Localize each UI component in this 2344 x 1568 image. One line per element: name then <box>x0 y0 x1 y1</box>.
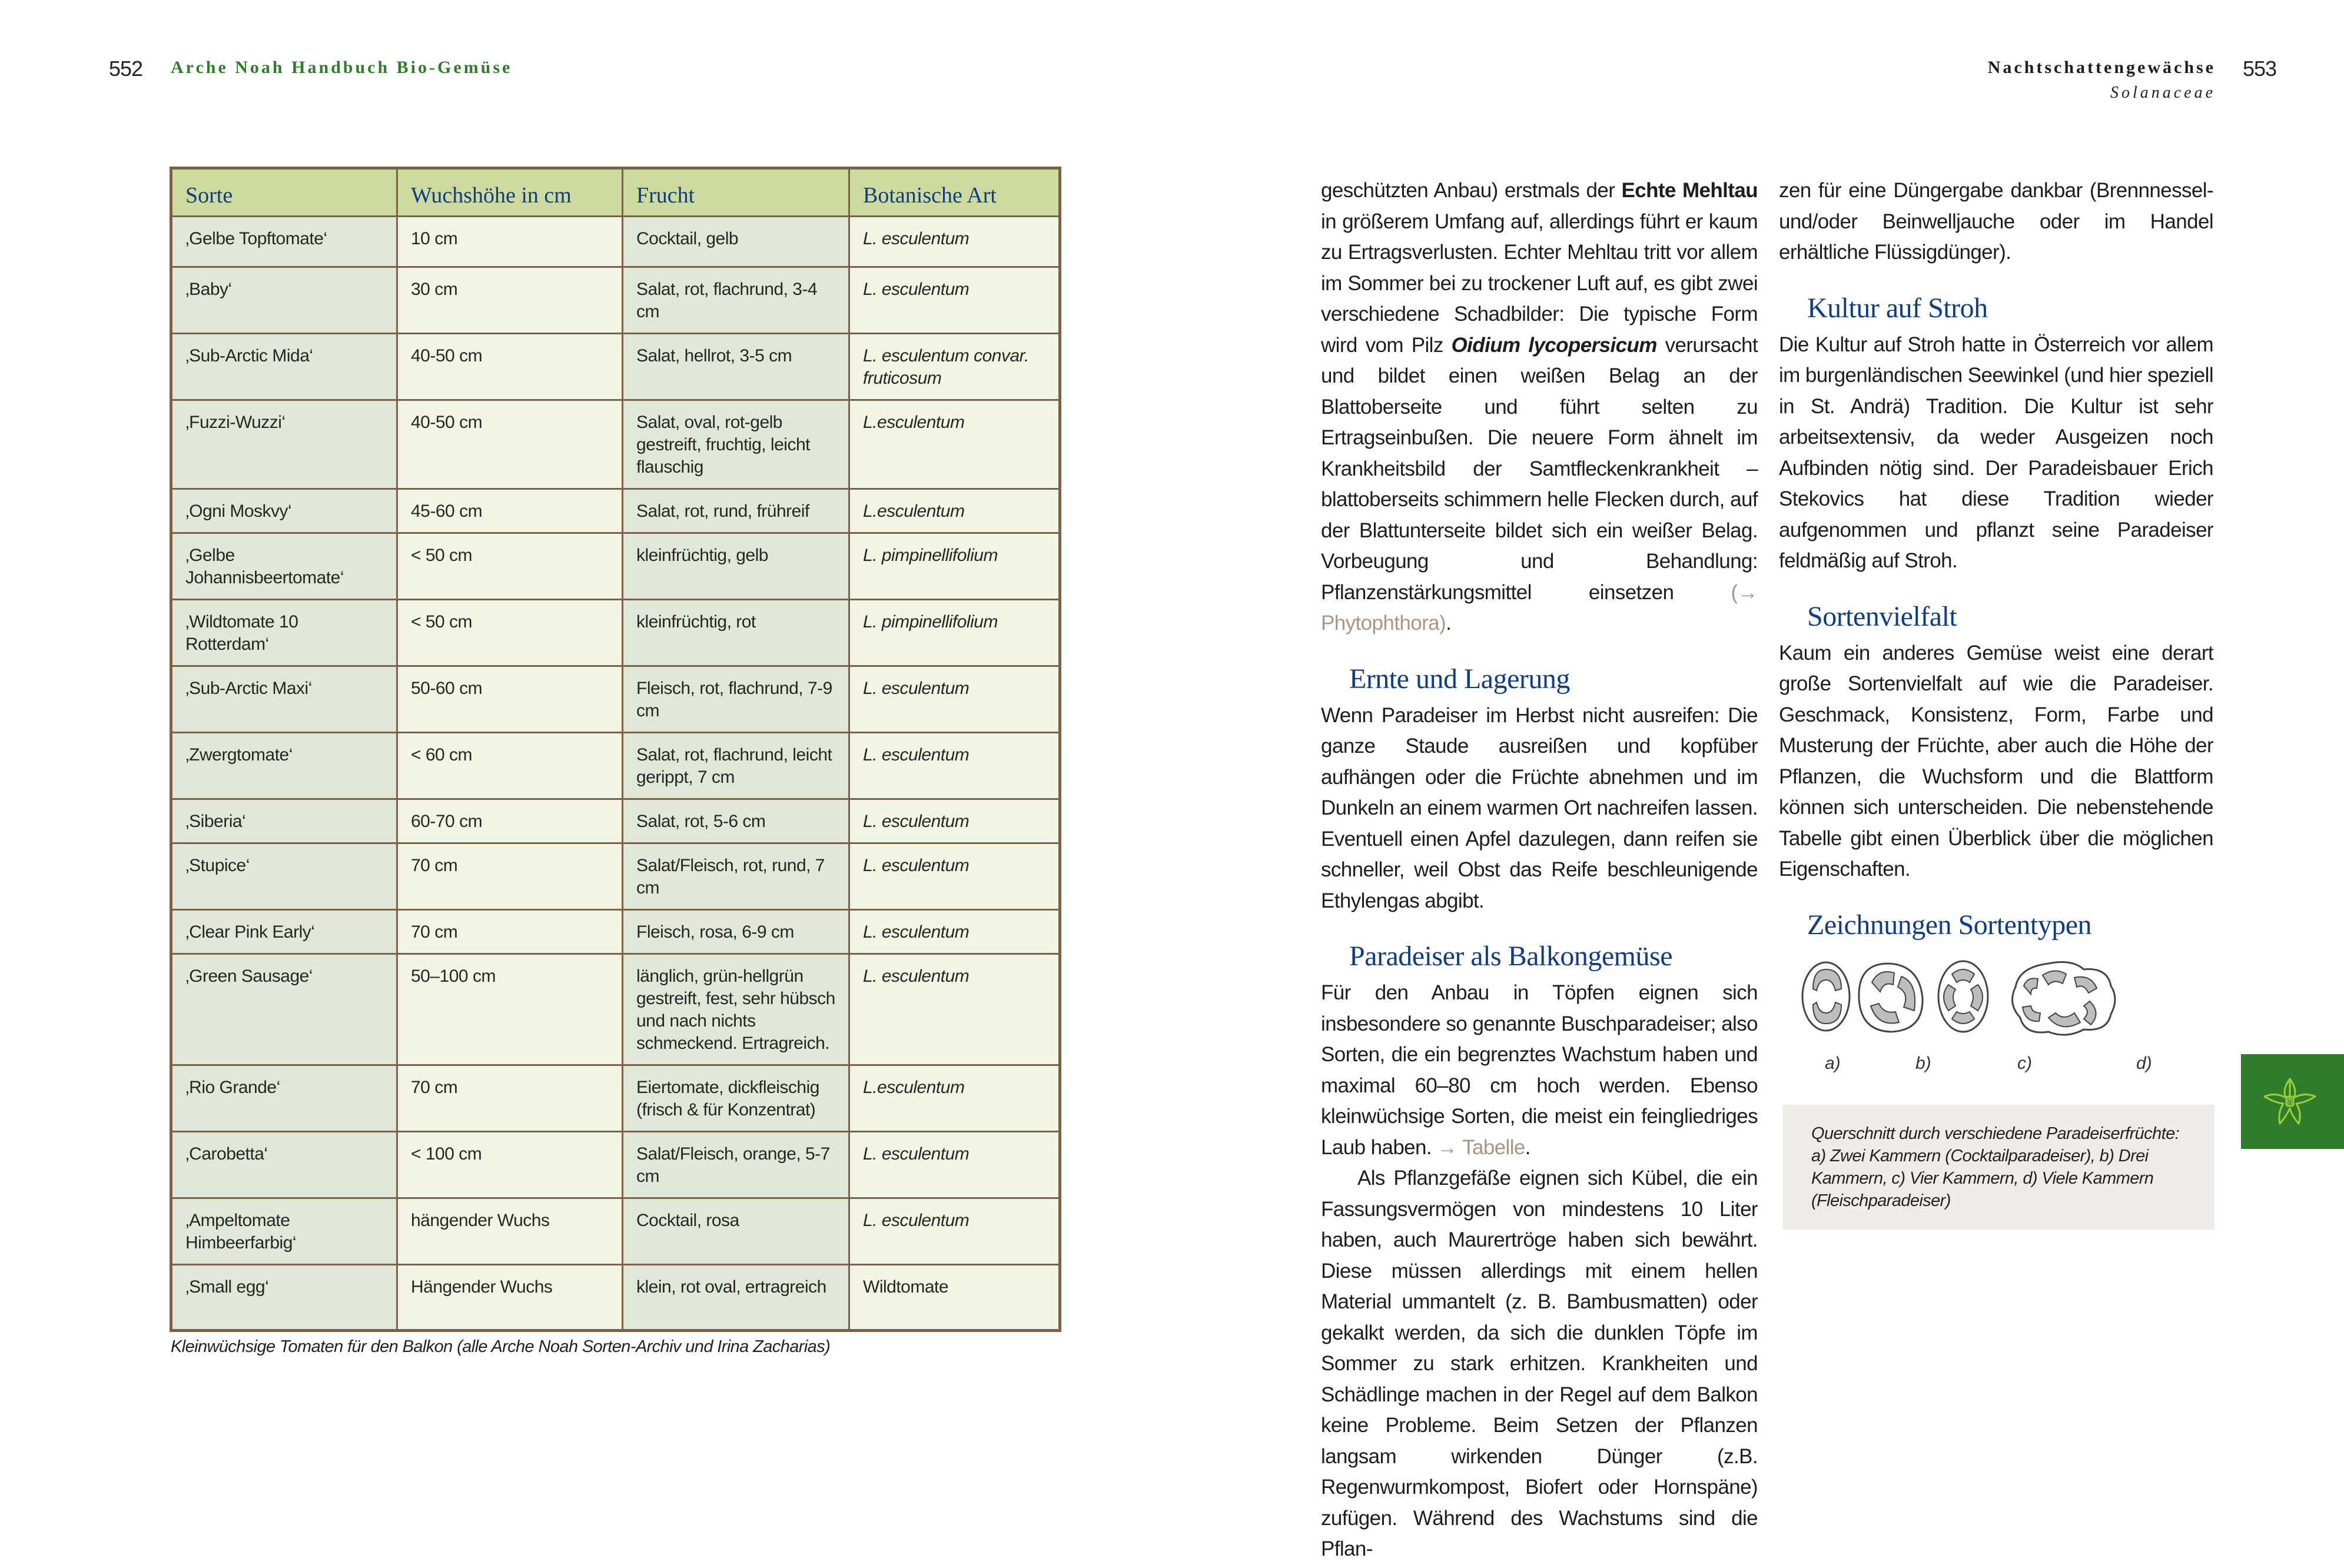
figure-caption-box: Querschnitt durch verschiedene Paradeiserfrüchte: a) Zwei Kammern (Cocktailparadeiser), b) Drei Kammern, c) Vier Kammern, d) Viele Kammern (Fleischparadeiser) <box>1783 1105 2214 1230</box>
cell-wuchshoehe: < 50 cm <box>397 533 623 600</box>
table-row <box>171 1265 1060 1331</box>
cell-botanische-art: L. esculentum convar. fruticosum <box>849 334 1060 400</box>
cell-wuchshoehe: 50-60 cm <box>397 666 623 733</box>
table-row <box>171 666 1060 733</box>
running-head-left: Arche Noah Handbuch Bio-Gemüse <box>171 58 513 77</box>
figure-label-d: d) <box>2136 1054 2152 1073</box>
cross-reference-link[interactable]: (→ Phytophthora) <box>1321 580 1758 634</box>
heading-sortenvielfalt: Sortenvielfalt <box>1807 600 1957 632</box>
cell-sorte: ‚Sub-Arctic Maxi‘ <box>171 666 397 733</box>
cell-sorte: ‚Ogni Moskvy‘ <box>171 489 397 533</box>
cell-wuchshoehe: < 100 cm <box>397 1132 623 1198</box>
paragraph-ernte: Wenn Paradeiser im Herbst nicht ausreifen: Die ganze Staude ausreißen und kopfüber aufhängen oder die Früchte abnehmen und im Dunkeln an einem warmen Ort nachreifen lassen. Eventuell einen Apfel dazulegen, dann reifen sie schneller, weil Obst das Reife beschleunigende Ethylengas abgibt. <box>1321 703 1758 912</box>
cell-botanische-art: L. esculentum <box>849 733 1060 799</box>
cell-wuchshoehe: 40-50 cm <box>397 334 623 400</box>
table-row <box>171 1198 1060 1265</box>
cell-sorte: ‚Gelbe Topftomate‘ <box>171 217 397 267</box>
table-row <box>171 600 1060 666</box>
cross-section-drawings <box>1789 956 2225 1045</box>
cell-sorte: ‚Stupice‘ <box>171 843 397 910</box>
table-row <box>171 489 1060 533</box>
cell-wuchshoehe: 70 cm <box>397 843 623 910</box>
cell-wuchshoehe: 30 cm <box>397 267 623 334</box>
cell-sorte: ‚Gelbe Johannisbeertomate‘ <box>171 533 397 600</box>
cell-frucht: Salat, rot, rund, frühreif <box>623 489 849 533</box>
table-row <box>171 1132 1060 1198</box>
cell-sorte: ‚Small egg‘ <box>171 1265 397 1331</box>
paragraph-balkon-2: Als Pflanzgefäße eignen sich Kübel, die ein Fassungsvermögen von mindestens 10 Liter haben, auch Maurertröge haben sich bewährt. Diese müssen allerdings mit einem hellen Material ummantelt (z. B. Bambusmatten) oder gekalkt werden, da sich die dunklen Töpfe im Sommer zu stark erhitzen. Krankheiten und Schädlinge machen in der Regel auf dem Balkon keine Probleme. Beim Setzen der Pflanzen langsam wirkenden Dünger (z.B. Regenwurmkompost, Biofert oder Hornspäne) zufügen. Während des Wachstums sind die Pflan- <box>1321 1167 1758 1560</box>
cell-sorte: ‚Sub-Arctic Mida‘ <box>171 334 397 400</box>
cell-botanische-art: L. pimpinellifolium <box>849 600 1060 666</box>
cell-sorte: ‚Zwergtomate‘ <box>171 733 397 799</box>
column-header-botanische-art: Botanische Art <box>849 168 1060 217</box>
cell-wuchshoehe: 40-50 cm <box>397 400 623 489</box>
cell-frucht: Cocktail, gelb <box>623 217 849 267</box>
cell-frucht: Salat, rot, 5-6 cm <box>623 799 849 843</box>
cell-wuchshoehe: 45-60 cm <box>397 489 623 533</box>
paragraph-sortenvielfalt: Kaum ein anderes Gemüse weist eine derart große Sortenvielfalt auf wie die Paradeiser. Geschmack, Konsistenz, Form, Farbe und Musterung der Früchte, aber auch die Höhe der Pflanzen, die Wuchsform und die Blattform können sich unterscheiden. Die nebenstehende Tabelle gibt einen Überblick über die möglichen Eigenschaften. <box>1779 641 2213 881</box>
species-name: Oidium lycopersicum <box>1451 333 1657 357</box>
cell-botanische-art: L. esculentum <box>849 267 1060 334</box>
text: verursacht und bildet einen weißen Belag an der Blattoberseite und führt selten zu Ertragseinbußen. Die neuere Form ähnelt im Krankheitsbild der Samtfleckenkrankheit – blattoberseits schimmern helle Flecken durch, auf der Blattunterseite bildet sich ein weißer Belag. Vorbeugung und Behandlung: Pflanzenstärkungsmittel einsetzen <box>1321 333 1758 604</box>
text-column-2 <box>1779 175 2213 946</box>
cell-wuchshoehe: 70 cm <box>397 1065 623 1132</box>
text: . <box>1446 612 1452 634</box>
table-row <box>171 843 1060 910</box>
heading-ernte: Ernte und Lagerung <box>1349 663 1570 695</box>
cell-frucht: kleinfrüchtig, rot <box>623 600 849 666</box>
column-header-wuchshoehe: Wuchshöhe in cm <box>397 168 623 217</box>
table-row <box>171 733 1060 799</box>
cell-frucht: Salat/Fleisch, rot, rund, 7 cm <box>623 843 849 910</box>
cell-wuchshoehe: 50–100 cm <box>397 954 623 1065</box>
cell-frucht: Cocktail, rosa <box>623 1198 849 1265</box>
figure-label-c: c) <box>2017 1054 2032 1073</box>
table-caption: Kleinwüchsige Tomaten für den Balkon (alle Arche Noah Sorten-Archiv und Irina Zacharias) <box>171 1337 831 1356</box>
table-header-row <box>171 168 1060 217</box>
cell-sorte: ‚Wildtomate 10 Rotterdam‘ <box>171 600 397 666</box>
tomato-cross-section-figure <box>1789 956 2225 1039</box>
cross-reference-link[interactable]: → Tabelle <box>1437 1135 1525 1159</box>
cell-botanische-art: Wildtomate <box>849 1265 1060 1331</box>
cell-frucht: klein, rot oval, ertragreich <box>623 1265 849 1331</box>
table-body <box>171 217 1060 1331</box>
cell-botanische-art: L.esculentum <box>849 489 1060 533</box>
text: in größerem Umfang auf, allerdings führt er kaum zu Ertragsverlusten. Echter Mehltau tritt vor allem im Sommer bei zu trockener Luft auf, es gibt zwei verschiedene Schadbilder: Die typische Form wird vom Pilz <box>1321 210 1758 357</box>
text-column-1 <box>1321 175 1758 1565</box>
cell-botanische-art: L. esculentum <box>849 1198 1060 1265</box>
text: . <box>1525 1135 1530 1159</box>
table-row <box>171 799 1060 843</box>
text: Für den Anbau in Töpfen eignen sich insbesondere so genannte Buschparadeiser; also Sorten, die ein begrenztes Wachstum haben und maximal 60–80 cm hoch werden. Ebenso kleinwüchsige Sorten, die meist ein feingliedriges Laub haben. <box>1321 981 1758 1159</box>
paragraph-balkon-1 <box>1321 978 1758 1163</box>
cell-botanische-art: L. esculentum <box>849 910 1060 954</box>
cell-sorte: ‚Siberia‘ <box>171 799 397 843</box>
column-header-frucht: Frucht <box>623 168 849 217</box>
running-head-right: Nachtschattengewächse <box>1987 58 2216 77</box>
cell-frucht: Salat, rot, flachrund, leicht gerippt, 7 cm <box>623 733 849 799</box>
cell-wuchshoehe: 70 cm <box>397 910 623 954</box>
table-row <box>171 533 1060 600</box>
table-row <box>171 217 1060 267</box>
cell-botanische-art: L. esculentum <box>849 666 1060 733</box>
cell-botanische-art: L.esculentum <box>849 400 1060 489</box>
paragraph-duenger: zen für eine Düngergabe dankbar (Brennnessel- und/oder Beinwelljauche oder im Handel erhältliche Flüssigdünger). <box>1779 179 2213 264</box>
page-number-right: 553 <box>2243 57 2277 81</box>
cell-wuchshoehe: < 60 cm <box>397 733 623 799</box>
cell-sorte: ‚Clear Pink Early‘ <box>171 910 397 954</box>
cell-frucht: kleinfrüchtig, gelb <box>623 533 849 600</box>
cell-sorte: ‚Green Sausage‘ <box>171 954 397 1065</box>
cell-wuchshoehe: < 50 cm <box>397 600 623 666</box>
cell-sorte: ‚Carobetta‘ <box>171 1132 397 1198</box>
table-row <box>171 334 1060 400</box>
page-number-left: 552 <box>109 57 143 81</box>
cell-wuchshoehe: hängender Wuchs <box>397 1198 623 1265</box>
paragraph-mehltau <box>1321 175 1758 639</box>
flower-icon <box>2263 1077 2316 1126</box>
table-row <box>171 400 1060 489</box>
cell-wuchshoehe: Hängender Wuchs <box>397 1265 623 1331</box>
cell-botanische-art: L. esculentum <box>849 1132 1060 1198</box>
cell-frucht: Salat/Fleisch, orange, 5-7 cm <box>623 1132 849 1198</box>
cell-sorte: ‚Baby‘ <box>171 267 397 334</box>
cell-sorte: ‚Rio Grande‘ <box>171 1065 397 1132</box>
text: geschützten Anbau) erstmals der <box>1321 179 1622 202</box>
cell-sorte: ‚Fuzzi-Wuzzi‘ <box>171 400 397 489</box>
table-row <box>171 954 1060 1065</box>
figure-label-b: b) <box>1915 1054 1931 1073</box>
table-row <box>171 910 1060 954</box>
cell-frucht: länglich, grün-hellgrün gestreift, fest, sehr hübsch und nach nichts schmeckend. Ertragreich. <box>623 954 849 1065</box>
cell-botanische-art: L. esculentum <box>849 843 1060 910</box>
cell-botanische-art: L. esculentum <box>849 217 1060 267</box>
table-row <box>171 1065 1060 1132</box>
running-subhead-right: Solanaceae <box>2110 84 2216 102</box>
paragraph-stroh: Die Kultur auf Stroh hatte in Österreich vor allem im burgenländischen Seewinkel (und hier speziell in St. Andrä) Tradition. Die Kultur ist sehr arbeitsextensiv, da weder Ausgeizen noch Aufbinden nötig sind. Der Paradeisbauer Erich Stekovics hat diese Tradition wieder aufgenommen und pflanzt seine Paradeiser feldmäßig auf Stroh. <box>1779 333 2213 572</box>
bold-term: Echte Mehltau <box>1621 179 1758 202</box>
cell-frucht: Fleisch, rosa, 6-9 cm <box>623 910 849 954</box>
cell-botanische-art: L.esculentum <box>849 1065 1060 1132</box>
cell-wuchshoehe: 60-70 cm <box>397 799 623 843</box>
cell-wuchshoehe: 10 cm <box>397 217 623 267</box>
cell-frucht: Salat, hellrot, 3-5 cm <box>623 334 849 400</box>
cell-botanische-art: L. pimpinellifolium <box>849 533 1060 600</box>
cell-frucht: Salat, oval, rot-gelb gestreift, fruchtig, leicht flauschig <box>623 400 849 489</box>
cell-botanische-art: L. esculentum <box>849 799 1060 843</box>
heading-zeichnungen: Zeichnungen Sortentypen <box>1807 909 2092 941</box>
column-header-sorte: Sorte <box>171 168 397 217</box>
heading-balkon: Paradeiser als Balkongemüse <box>1349 941 1672 972</box>
cell-sorte: ‚Ampeltomate Himbeerfarbig‘ <box>171 1198 397 1265</box>
cell-botanische-art: L. esculentum <box>849 954 1060 1065</box>
figure-label-a: a) <box>1825 1054 1841 1073</box>
cell-frucht: Fleisch, rot, flachrund, 7-9 cm <box>623 666 849 733</box>
cell-frucht: Salat, rot, flachrund, 3-4 cm <box>623 267 849 334</box>
table-row <box>171 267 1060 334</box>
heading-stroh: Kultur auf Stroh <box>1807 292 1988 324</box>
chapter-thumb-tab <box>2241 1054 2344 1149</box>
cell-frucht: Eiertomate, dickfleischig (frisch & für Konzentrat) <box>623 1065 849 1132</box>
varieties-table <box>170 167 1061 1332</box>
